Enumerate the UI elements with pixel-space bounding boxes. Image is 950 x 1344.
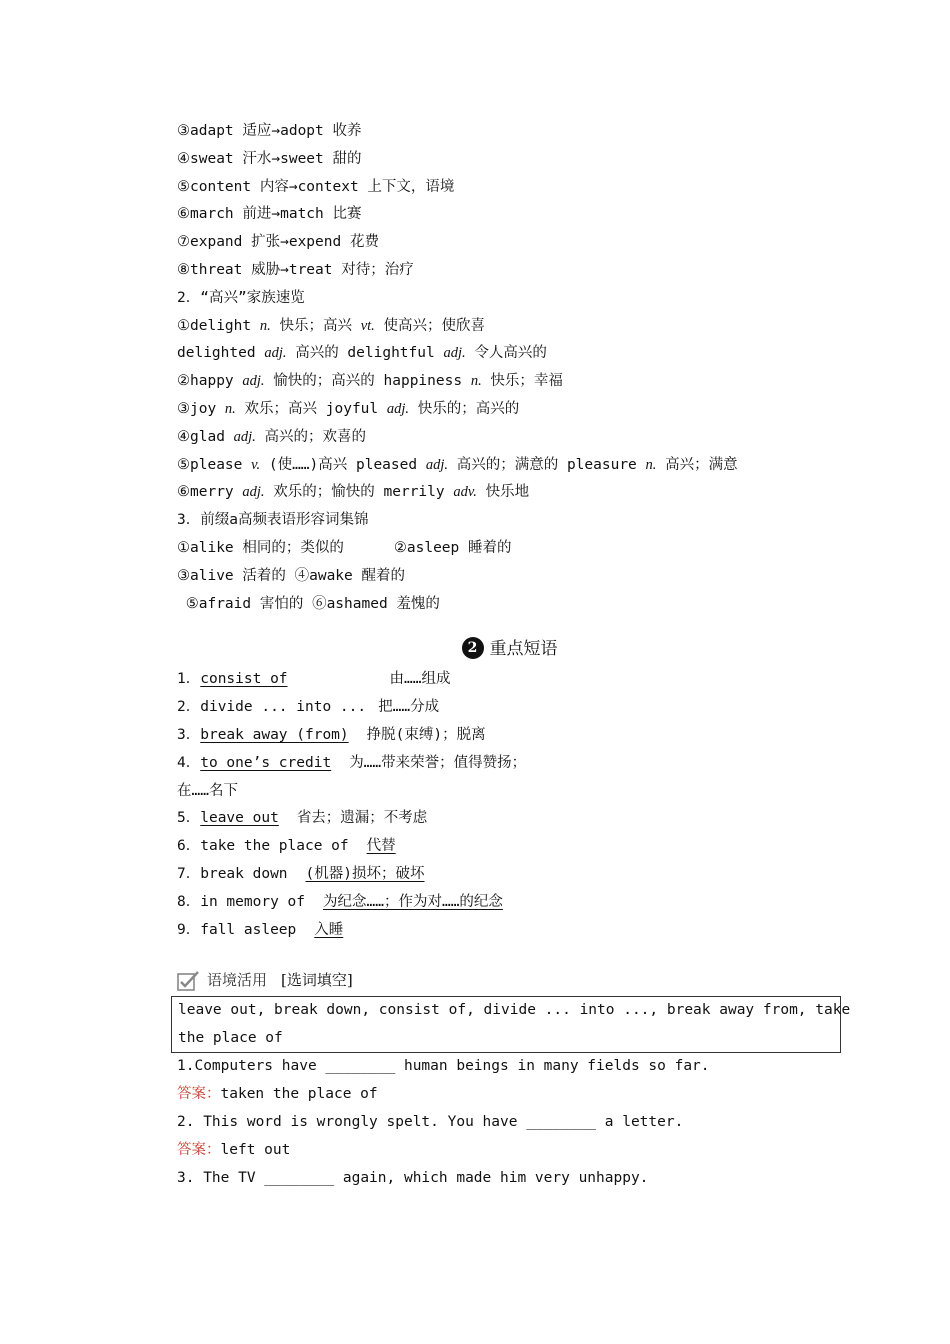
- answer-text: taken the place of: [220, 1086, 378, 1103]
- word-family-line: delighted adj. 高兴的 delightful adj. 令人高兴的: [177, 345, 547, 362]
- word-family-line: ⑤please v. (使……)高兴 pleased adj. 高兴的；满意的 pleasure n. 高兴；满意: [177, 456, 738, 473]
- section-heading: 2．“高兴”家族速览: [177, 289, 305, 306]
- checkmark-pencil-icon: [177, 970, 201, 992]
- adjective-line: ①alike 相同的；类似的 ②asleep 睡着的: [177, 539, 512, 556]
- happy-family-section: [177, 285, 842, 507]
- word-family-line: ②happy adj. 愉快的；高兴的 happiness n. 快乐；幸福: [177, 373, 563, 390]
- vocab-pair: ③adapt 适应→adopt 收养: [177, 123, 362, 139]
- exercise-question: 2. This word is wrongly spelt. You have ________ a letter.: [177, 1113, 684, 1130]
- phrase-item: 4．to one’s credit 为……带来荣誉；值得赞扬；: [177, 754, 527, 771]
- vocab-pair: ⑤content 内容→context 上下文，语境: [177, 178, 455, 195]
- word-family-line: ⑥merry adj. 欢乐的；愉快的 merrily adv. 快乐地: [177, 484, 530, 501]
- phrase-item-continuation: 在……名下: [177, 782, 238, 799]
- section-heading: 3．前缀a高频表语形容词集锦: [177, 512, 369, 529]
- exercise-answer: [177, 1137, 842, 1165]
- phrase-item: 3．break away (from) 挣脱(束缚)；脱离: [177, 726, 486, 743]
- word-bank-line: leave out, break down, consist of, divide ... into ..., break away from, take: [178, 1002, 851, 1019]
- phrase-item: 6．take the place of 代替: [177, 838, 396, 855]
- phrase-item: 7．break down (机器)损坏；破坏: [177, 865, 425, 882]
- answer-text: left out: [220, 1141, 291, 1158]
- document-page: [177, 118, 851, 1192]
- word-family-line: ④glad adj. 高兴的；欢喜的: [177, 428, 367, 445]
- exercise-answer: [177, 1081, 842, 1109]
- phrase-item: 5．leave out 省去；遗漏；不考虑: [177, 810, 428, 827]
- word-bank-line: the place of: [178, 1029, 283, 1046]
- context-use-label: 语境活用: [207, 971, 268, 990]
- phrase-list: [177, 666, 842, 944]
- adjective-line: ③alive 活着的 ④awake 醒着的: [177, 567, 405, 584]
- phrases-title-text: 重点短语: [489, 639, 558, 660]
- phrase-item: 8．in memory of 为纪念……；作为对……的纪念: [177, 893, 503, 910]
- prefix-a-section: [177, 507, 842, 618]
- vocab-pair: ⑦expand 扩张→expend 花费: [177, 234, 379, 251]
- adjective-line: ⑤afraid 害怕的 ⑥ashamed 羞愧的: [177, 595, 440, 612]
- answer-label: 答案：: [177, 1141, 221, 1158]
- exercise-question: 1.Computers have ________ human beings in many fields so far.: [177, 1058, 710, 1075]
- context-use-tag: [选词填空]: [281, 971, 353, 990]
- exercise-question: 3. The TV ________ again, which made him very unhappy.: [177, 1169, 649, 1186]
- phrases-section-title: [177, 632, 842, 666]
- vocab-pairs: [177, 118, 842, 285]
- vocab-pair: ⑥march 前进→match 比赛: [177, 206, 362, 223]
- phrase-item: 1．consist of 由……组成: [177, 671, 451, 688]
- phrase-item: 9．fall asleep 入睡: [177, 921, 344, 938]
- vocab-pair: ⑧threat 威胁→treat 对待；治疗: [177, 261, 414, 278]
- section-number-badge: 2: [462, 637, 484, 659]
- context-use-heading: [177, 964, 842, 996]
- word-family-line: ①delight n. 快乐；高兴 vt. 使高兴；使欣喜: [177, 317, 486, 334]
- word-bank-box: [171, 996, 851, 1053]
- word-family-line: ③joy n. 欢乐；高兴 joyful adj. 快乐的；高兴的: [177, 400, 520, 417]
- vocab-pair: ④sweat 汗水→sweet 甜的: [177, 150, 362, 167]
- exercise-list: [177, 1053, 842, 1192]
- phrase-item: 2．divide ... into ... 把……分成: [177, 699, 440, 716]
- answer-label: 答案：: [177, 1086, 221, 1103]
